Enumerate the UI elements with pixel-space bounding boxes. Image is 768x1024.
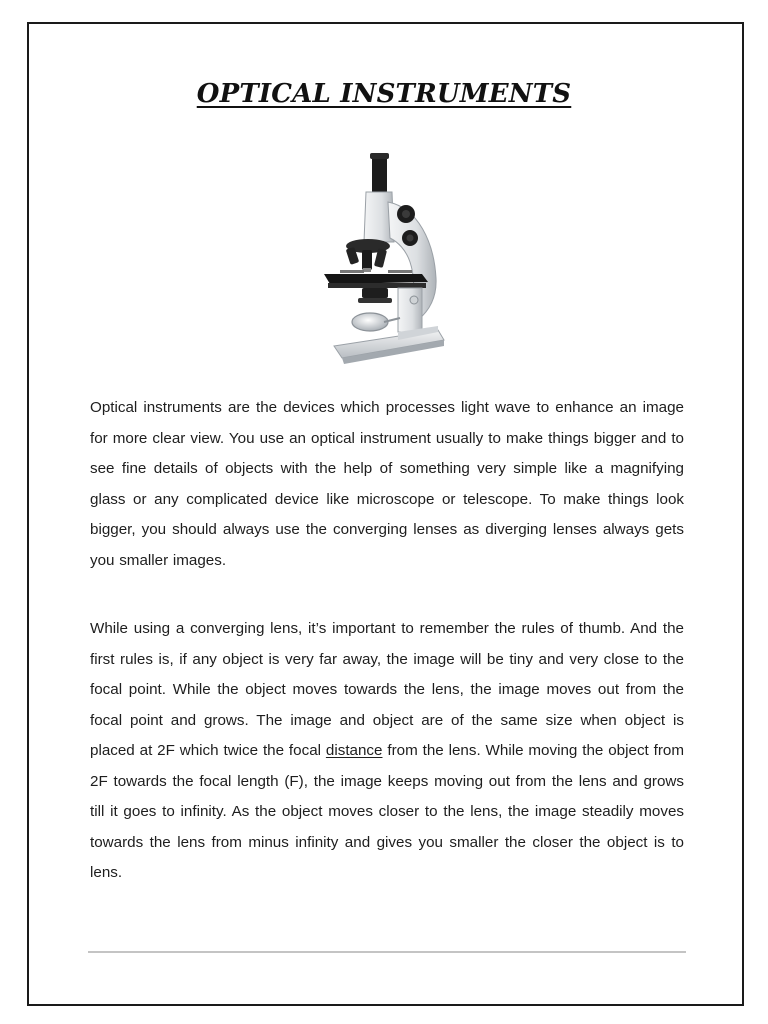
paragraph-intro: Optical instruments are the devices which processes light wave to enhance an image for more clear view. You use an optical instrument usually to make things bigger and to see fine details of objects with the help of something very simple like a magnifying glass or any complicated device like microscope or telescope. To make things look bigger, you should always use the converging lenses as diverging lenses always gets you smaller images. — [90, 399, 684, 569]
footer-divider — [88, 951, 686, 953]
paragraph-text-part2: from the lens. While moving the object from 2F towards the focal length (F), the image keeps moving out from the lens and grows till it goes to infinity. As the object moves closer to the lens, the image steadily moves towards the lens from minus infinity and gives you smaller the closer the object is to lens. — [90, 742, 685, 881]
page-title: OPTICAL INSTRUMENTS — [196, 79, 572, 110]
paragraph-converging-lens — [90, 614, 684, 889]
microscope-figure — [318, 150, 454, 370]
distance-link[interactable]: distance — [325, 742, 383, 759]
microscope-icon — [318, 150, 454, 370]
paragraph-text-part1: While using a converging lens, it’s important to remember the rules of thumb. And the first rules is, if any object is very far away, the image will be tiny and very close to the focal point. While the object moves towards the lens, the image moves out from the focal point and grows. The image and object are of the same size when object is placed at 2F which twice the focal — [90, 620, 684, 759]
